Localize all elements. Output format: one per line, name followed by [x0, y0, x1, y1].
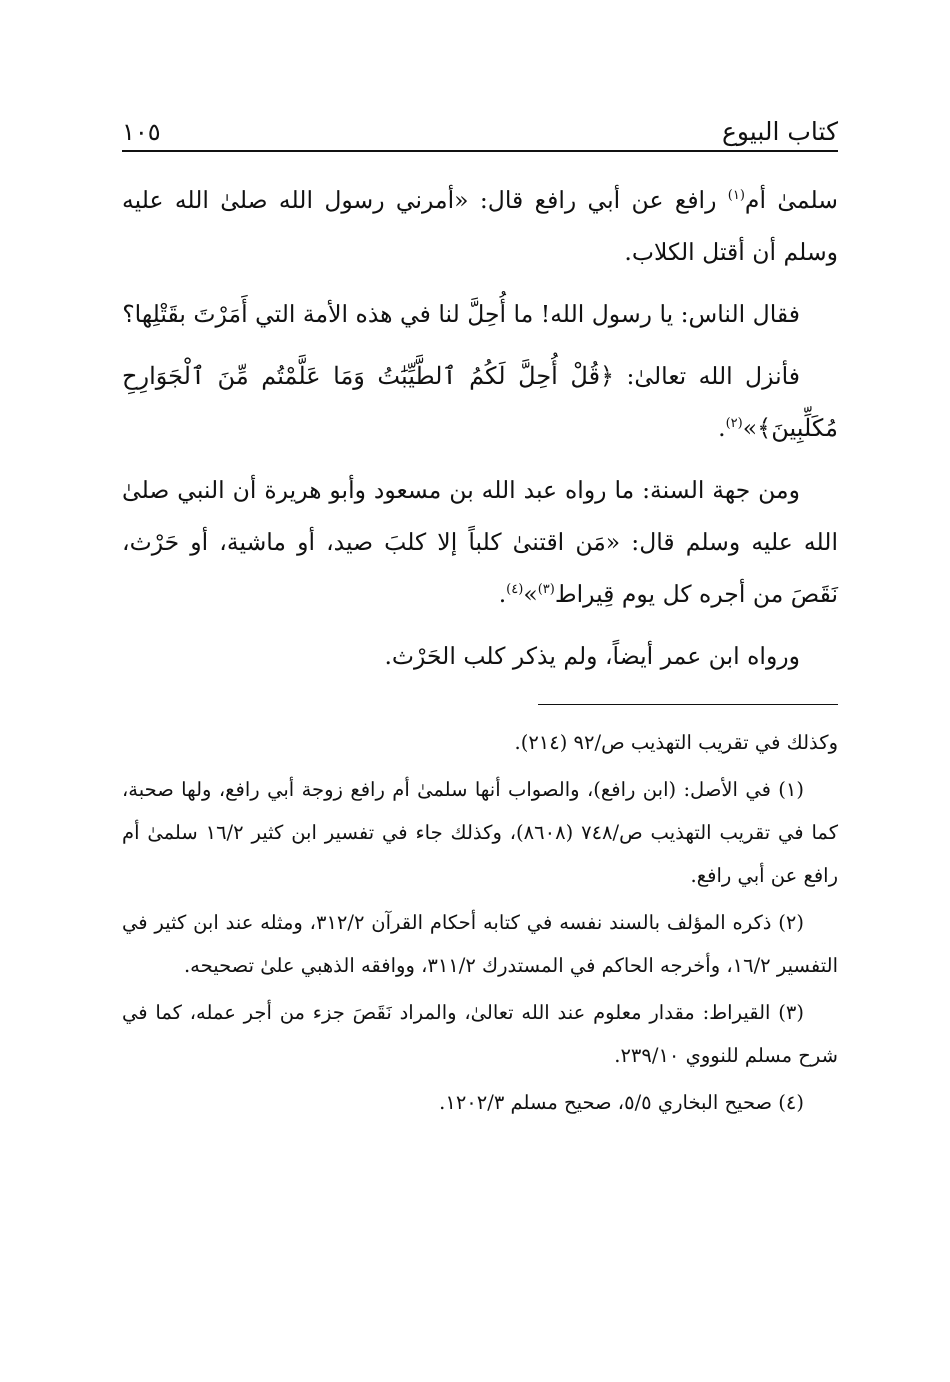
footnote-3: (٣) القيراط: مقدار معلوم عند الله تعالىٰ، والمراد نَقَصَ جزء من أجر عمله، كما في شرح مسلم للنووي ٢٣٩/١٠. — [122, 1001, 838, 1067]
quran-verse: ﴿قُلْ أُحِلَّ لَكُمُ ٱلطَّيِّبَٰتُ وَمَا عَلَّمْتُم مِّنَ ٱلْجَوَارِحِ مُكَلِّبِينَ﴾ — [122, 362, 838, 442]
main-text — [122, 174, 838, 682]
footnote-1: (١) في الأصل: (ابن رافع)، والصواب أنها سلمىٰ أم رافع زوجة أبي رافع، ولها صحبة، كما في تقريب التهذيب ص/٧٤٨ (٨٦٠٨)، وكذلك جاء في تفسير ابن كثير ١٦/٢ سلمىٰ أم رافع عن أبي رافع. — [122, 778, 838, 887]
paragraph-2: فقال الناس: يا رسول الله! ما أُحِلَّ لنا في هذه الأمة التي أَمَرْتَ بقَتْلِها؟ — [122, 300, 800, 328]
paragraph-3-start: فأنزل الله تعالىٰ: — [614, 362, 801, 390]
footnote-continuation: وكذلك في تقريب التهذيب ص/٩٢ (٢١٤). — [514, 731, 838, 754]
paragraph-5: ورواه ابن عمر أيضاً، ولم يذكر كلب الحَرْث. — [384, 642, 800, 670]
paragraph-4 — [122, 464, 838, 620]
quote-close: » — [523, 580, 538, 608]
paragraph-4-start: ومن جهة السنة: ما رواه عبد الله بن مسعود وأبو هريرة أن النبي صلىٰ الله عليه وسلم قال: «مَن اقتنىٰ كلباً إلا كلبَ صيد، أو ماشية، أو حَرْث، نَقَصَ من أجره كل يوم قِيراط — [122, 476, 838, 608]
footnote-ref-1: (١) — [727, 188, 745, 204]
paragraph-1-end: رافع عن أبي رافع قال: «أمرني رسول الله صلىٰ الله عليه وسلم أن أقتل الكلاب. — [122, 186, 838, 266]
page-number: ١٠٥ — [122, 118, 161, 146]
footnote-4: (٤) صحيح البخاري ٥/٥، صحيح مسلم ١٢٠٢/٣. — [439, 1091, 804, 1114]
paragraph-3-period: . — [718, 414, 726, 442]
quote-close: » — [742, 414, 758, 442]
paragraph-4-period: . — [498, 580, 507, 608]
footnote-ref-2: (٢) — [725, 416, 743, 432]
footnote-ref-4: (٤) — [506, 582, 524, 598]
footnote-ref-3: (٣) — [537, 582, 555, 598]
paragraph-1-start: سلمىٰ أم — [744, 186, 838, 214]
footnotes — [122, 721, 838, 1124]
paragraph-3 — [122, 350, 838, 454]
book-page — [122, 100, 838, 1128]
footnote-2: (٢) ذكره المؤلف بالسند نفسه في كتابه أحكام القرآن ٣١٢/٢، ومثله عند ابن كثير في التفسير ١٦/٢، وأخرجه الحاكم في المستدرك ٣١١/٢، ووافقه الذهبي علىٰ تصحيحه. — [122, 911, 838, 977]
chapter-title: كتاب البيوع — [721, 117, 838, 146]
footnote-separator — [538, 704, 838, 705]
paragraph-1 — [122, 174, 838, 278]
running-header — [122, 100, 838, 152]
